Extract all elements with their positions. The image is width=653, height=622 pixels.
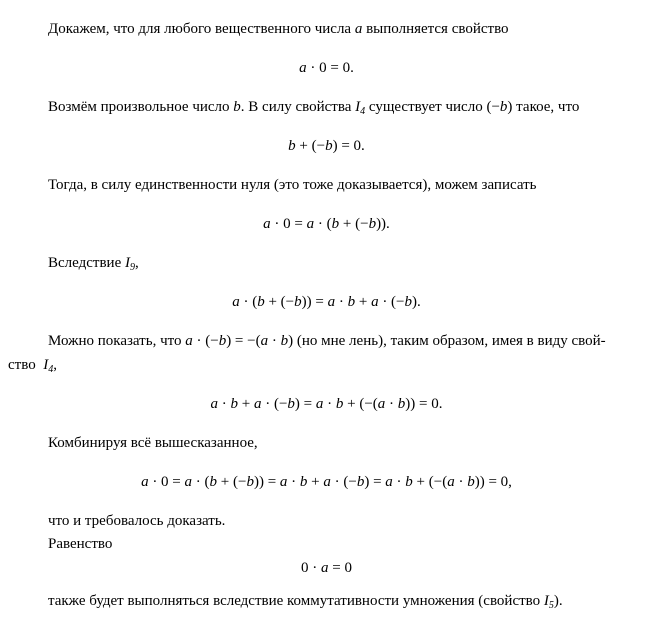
- math-I5: $I_5$: [543, 593, 554, 611]
- text: также будет выполняться вследствие коммутативности умножения (свойство: [48, 593, 541, 609]
- equation-5: a · b + a · (−b) = a · b + (−(a · b)) = 0.: [210, 396, 443, 412]
- equation-4: a · (b + (−b)) = a · b + a · (−b).: [232, 294, 421, 310]
- text: Комбинируя всё вышесказанное,: [48, 435, 258, 451]
- text: Равенство: [48, 536, 113, 552]
- text: такое, что: [516, 99, 580, 115]
- math-var-b: b: [233, 99, 241, 115]
- text: . В силу свойства: [240, 99, 352, 115]
- equation-a-times-zero: a · 0 = 0.: [299, 60, 354, 76]
- paragraph-6: [48, 434, 258, 452]
- paragraph-1: [48, 20, 509, 38]
- equation-7: 0 · a = 0: [301, 560, 352, 576]
- text: Вследствие: [48, 255, 122, 271]
- paragraph-5: [48, 332, 606, 350]
- equation-6: a · 0 = a · (b + (−b)) = a · b + a · (−b) = a · b + (−(a · b)) = 0,: [141, 474, 512, 490]
- math-inline: a · (−b) = −(a · b): [185, 333, 294, 349]
- paragraph-9: [48, 592, 563, 610]
- text: ).: [553, 593, 563, 609]
- math-I4: $I_4$: [43, 357, 54, 375]
- text: Докажем, что для любого вещественного числа: [48, 21, 352, 37]
- text: Можно показать, что: [48, 333, 182, 349]
- text: что и требовалось доказать.: [48, 513, 226, 529]
- paragraph-4: Вследствие $I_9$,: [48, 255, 139, 273]
- math-var-a: a: [354, 21, 363, 37]
- text: Тогда, в силу единственности нуля (это тоже доказывается), можем записать: [48, 177, 537, 193]
- math-minus-b: (−b): [486, 99, 513, 115]
- paragraph-2: [48, 98, 579, 116]
- math-I4: $I_4$: [355, 99, 366, 117]
- paragraph-7: [48, 512, 225, 530]
- text: Возмём произвольное число: [48, 99, 230, 115]
- paragraph-3: [48, 176, 537, 194]
- text: (но мне лень), таким образом, имея в виду свой-: [296, 333, 606, 349]
- math-I9: $I_9$: [124, 255, 135, 273]
- text: выполняется свойство: [366, 21, 509, 37]
- text: ство: [8, 357, 36, 373]
- equation-b-plus-minus-b: b + (−b) = 0.: [288, 138, 365, 154]
- paragraph-8: [48, 535, 112, 553]
- text: существует число: [368, 99, 483, 115]
- equation-3: a · 0 = a · (b + (−b)).: [263, 216, 390, 232]
- paragraph-5-continued: ство $I_4$,: [8, 357, 57, 375]
